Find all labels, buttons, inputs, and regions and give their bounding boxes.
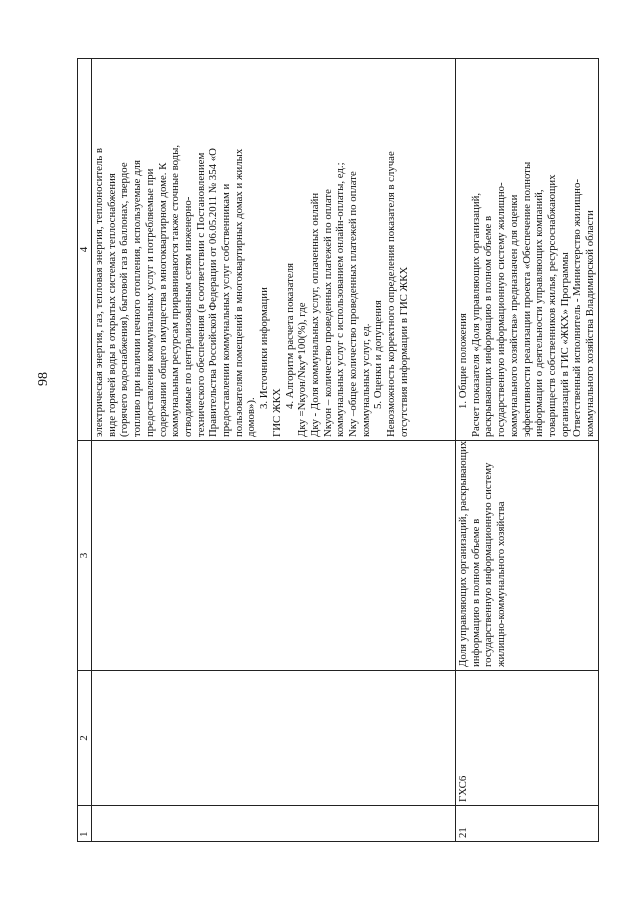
header-col-3: 3 xyxy=(78,441,92,671)
description-line: коммунальных услуг с использованием онлайн-оплаты, ед.; xyxy=(334,162,347,437)
description-line: технического обеспечения (в соответствии с Постановлением xyxy=(194,152,207,437)
page-number: 98 xyxy=(36,372,51,386)
description-line: организаций в ГИС «ЖКХ» Программы xyxy=(558,252,571,437)
table-header-row xyxy=(78,59,92,842)
description-line: Дку - Доля коммунальных услуг, оплаченных онлайн xyxy=(308,192,321,437)
section-heading: 4. Алгоритм расчета показателя xyxy=(283,263,296,409)
description-line: Расчет показателя «Доля управляющих организаций, xyxy=(469,192,482,437)
description-line: информации о деятельности управляющих компаний, xyxy=(533,189,546,437)
section-heading: 3. Источники информации xyxy=(258,287,271,409)
row-code-cell xyxy=(92,671,456,806)
description-line: Правительства Российской Федерации от 06.05.2011 № 354 «О xyxy=(207,148,220,437)
name-line: государственную информационную систему xyxy=(482,462,495,667)
section-heading: 1. Общие положения xyxy=(457,313,469,409)
header-col-4: 4 xyxy=(78,59,92,441)
formula-line: Дку =Nкуон/Nку*100(%), где xyxy=(296,302,309,437)
description-line: эффективности реализации проекта «Обеспечение полноты xyxy=(520,161,533,437)
description-line: раскрывающих информацию в полном объеме в xyxy=(482,215,495,437)
description-line: топливо при наличии печного отопления, используемые для xyxy=(131,160,144,437)
name-line: жилищно-коммунального хозяйства xyxy=(495,501,508,667)
header-col-1: 1 xyxy=(78,806,92,842)
table-row-21 xyxy=(456,59,599,842)
description-line: Nку –общее количество проведенных платежей по оплате xyxy=(347,171,360,437)
row-description-cell xyxy=(92,59,456,441)
description-line: Ответственный исполнитель - Министерство жилищно- xyxy=(571,179,584,437)
row-code-cell: ГХС6 xyxy=(456,671,599,806)
description-line: Невозможность корректного определения показателя в случае xyxy=(385,151,398,437)
header-col-2: 2 xyxy=(78,671,92,806)
description-line: электрическая энергия, газ, тепловая энергия, теплоноситель в xyxy=(93,147,105,437)
row-name-cell xyxy=(456,441,599,671)
description-line: коммунального хозяйства» предназначен для оценки xyxy=(507,194,520,437)
description-line: коммунального хозяйства Владимирской области xyxy=(584,210,597,437)
row-name-cell xyxy=(92,441,456,671)
description-line: (горячего водоснабжения), бытовой газ в баллонах, твердое xyxy=(118,162,131,437)
description-line: коммунальных услуг, ед. xyxy=(359,323,372,437)
description-line: коммунальным ресурсам приравниваются также сточные воды, xyxy=(169,144,182,437)
indicators-table xyxy=(77,58,599,842)
row-number-cell xyxy=(92,806,456,842)
name-line: Доля управляющих организаций, раскрывающих xyxy=(457,440,469,667)
description-line: домов»). xyxy=(245,397,258,437)
row-number-cell: 21 xyxy=(456,806,599,842)
name-line: информацию в полном объеме в xyxy=(469,518,482,667)
description-line: государственную информационную систему жилищно- xyxy=(495,182,508,437)
description-line: предоставления коммунальных услуг и потребляемые при xyxy=(143,168,156,437)
landscape-table-area xyxy=(77,59,599,842)
table-row-continued xyxy=(92,59,456,842)
description-line: товариществ собственников жилья, ресурсоснабжающих xyxy=(545,174,558,437)
description-line: ГИС ЖКХ xyxy=(270,388,283,437)
description-line: пользователям помещений в многоквартирных домах и жилых xyxy=(232,148,245,437)
description-line: предоставлении коммунальных услуг собственникам и xyxy=(220,183,233,437)
section-heading: 5. Оценки и допущения xyxy=(372,300,385,409)
description-line: отводимые по централизованным сетям инженерно- xyxy=(181,196,194,437)
description-line: Nкуон – количество проведенных платежей по оплате xyxy=(321,189,334,437)
description-line: содержании общего имущества в многоквартирном доме. К xyxy=(156,162,169,437)
description-line: отсутствия информации в ГИС ЖКХ xyxy=(397,266,410,437)
row-description-cell xyxy=(456,59,599,441)
description-line: виде горячей воды в открытых системах теплоснабжения xyxy=(105,173,118,437)
